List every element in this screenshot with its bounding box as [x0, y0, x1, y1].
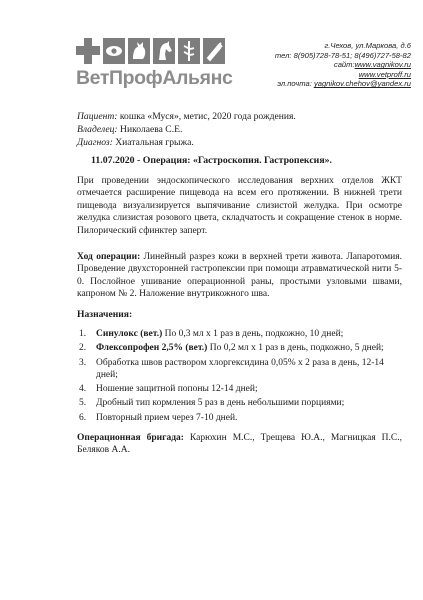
list-number: 6.	[79, 412, 87, 423]
list-item	[79, 357, 401, 382]
list-item	[79, 412, 401, 424]
clinic-phone: тел: 8(905)728-78-51; 8(496)727-58-82	[274, 50, 411, 60]
prescriptions-heading: Назначения:	[77, 309, 133, 320]
email-link[interactable]: yagnikov.chehov@yandex.ru	[313, 79, 411, 89]
list-item	[79, 383, 401, 395]
list-text: Дробный тип кормления 5 раз в день небольшими порциями;	[96, 398, 345, 409]
cat-icon	[128, 38, 150, 64]
clinic-logo	[76, 38, 244, 90]
patient-line	[77, 110, 296, 123]
diagnosis-value: Хиатальная грыжа.	[115, 137, 194, 148]
list-text: По 0,2 мл х 1 раз в день, подкожно, 5 дней;	[207, 343, 384, 354]
horse-icon	[153, 38, 175, 64]
owner-value: Николаева С.Е.	[120, 124, 183, 135]
list-item	[79, 397, 401, 409]
findings-paragraph: При проведении эндоскопического исследования верхних отделов ЖКТ отмечается расширение пищевода на всем его протяжении. В нижней трети пищевода визуализируется выпячивание слизистой желудка. При осмотре желудка слизистая розового цвета, складчатость и сокращение стенок в норме. Пилорический сфинктер заперт.	[77, 176, 402, 236]
site-link-2[interactable]: www.vetproff.ru	[358, 69, 411, 79]
logo-word-3: Альянс	[162, 67, 233, 89]
logo-word-2: Проф	[109, 67, 163, 89]
list-text: Повторный прием через 7-10 дней.	[96, 412, 238, 423]
drug-name: Синулокс (вет.)	[96, 329, 163, 339]
document-title: 11.07.2020 - Операция: «Гастроскопия. Гастропексия».	[91, 155, 332, 166]
list-number: 2.	[79, 343, 87, 354]
prescriptions-list	[79, 328, 401, 426]
logo-icon-row	[76, 38, 226, 66]
diagnosis-line	[77, 136, 296, 149]
eye-icon	[103, 38, 125, 64]
logo-wordmark	[76, 67, 232, 90]
surgical-team	[77, 432, 402, 457]
list-item	[79, 342, 401, 354]
logo-word-1: Вет	[76, 67, 110, 89]
patient-info	[77, 110, 296, 149]
patient-label: Пациент:	[77, 111, 118, 122]
contacts-block	[241, 41, 411, 89]
site-link-1[interactable]: www.vagnikov.ru	[354, 60, 411, 70]
owner-line	[77, 123, 296, 136]
clinic-site-1-line	[241, 60, 411, 70]
list-number: 1.	[79, 329, 87, 339]
list-number: 5.	[79, 398, 87, 409]
operation-paragraph	[77, 251, 402, 301]
syringe-icon	[203, 38, 225, 64]
clinic-email-line	[241, 79, 411, 89]
operation-text: Линейный разрез кожи в верхней трети живота. Лапаротомия. Проведение двухсторонней гастропексии при помощи атравматической нити 5-0. Послойное ушивание операционной раны, простыми узловыми швами, капроном № 2. Наложение внутрикожного шва.	[77, 252, 402, 300]
diagnosis-label: Диагноз:	[77, 137, 113, 148]
caduceus-icon	[178, 38, 200, 64]
list-item	[79, 328, 401, 340]
email-label: эл.почта:	[277, 79, 312, 89]
list-text: Ношение защитной попоны 12-14 дней;	[96, 384, 258, 395]
surgical-team-label: Операционная бригада:	[77, 433, 184, 443]
drug-name: Флексопрофен 2,5% (вет.)	[96, 343, 208, 354]
patient-value: кошка «Муся», метис, 2020 года рождения.	[119, 111, 296, 122]
owner-label: Владелец:	[77, 124, 118, 135]
clinic-address: г.Чехов, ул.Маркова, д.6	[324, 41, 411, 50]
site-label: сайт:	[333, 60, 355, 70]
list-number: 3.	[79, 357, 87, 368]
surgical-team-names: Карюхин М.С., Трещева Ю.А., Магницкая П.С., Беляков А.А.	[77, 433, 402, 456]
list-text: По 0,3 мл х 1 раз в день, подкожно, 10 дней;	[162, 329, 344, 339]
operation-label: Ход операции:	[77, 252, 141, 262]
list-number: 4.	[79, 384, 87, 395]
cross-icon	[76, 38, 100, 64]
list-text: Обработка швов раствором хлоргексидина 0,05% х 2 раза в день, 12-14 дней;	[96, 357, 384, 380]
